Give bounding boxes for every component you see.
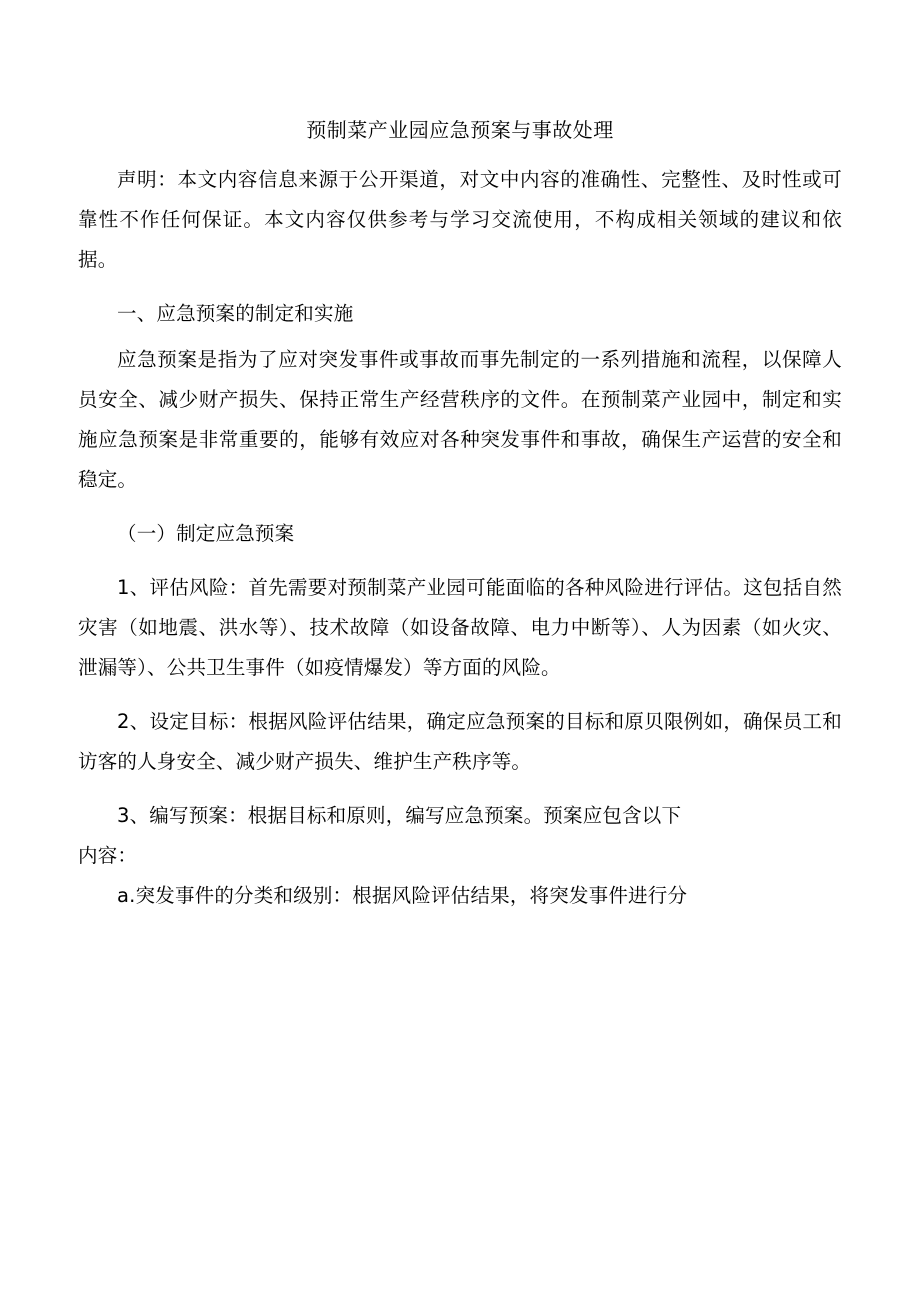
paragraph-item-1: 1、评估风险：首先需要对预制菜产业园可能面临的各种风险进行评估。这包括自然灾害（如地震、洪水等）、技术故障（如设备故障、电力中断等）、人为因素（如火灾、泄漏等）、公共卫生事件（如疫情爆发）等方面的风险。	[78, 575, 842, 679]
paragraph-item-2: 2、设定目标：根据风险评估结果，确定应急预案的目标和原贝限例如，确保员工和访客的人身安全、减少财产损失、维护生产秩序等。	[78, 709, 842, 773]
paragraph-statement: 声明：本文内容信息来源于公开渠道，对文中内容的准确性、完整性、及时性或可靠性不作任何保证。本文内容仅供参考与学习交流使用，不构成相关领域的建议和依据。	[78, 168, 842, 271]
page-title: 预制菜产业园应急预案与事故处理	[306, 118, 614, 142]
paragraph-section-1-body: 应急预案是指为了应对突发事件或事故而事先制定的一系列措施和流程，以保障人员安全、减少财产损失、保持正常生产经营秩序的文件。在预制菜产业园中，制定和实施应急预案是非常重要的，能够有效应对各种突发事件和事故，确保生产运营的安全和稳定。	[78, 347, 842, 491]
paragraph-item-3-a: a.突发事件的分类和级别：根据风险评估结果，将突发事件进行分	[117, 883, 688, 907]
paragraph-item-3: 3、编写预案：根据目标和原则，编写应急预案。预案应包含以下	[117, 803, 682, 827]
section-heading-1: 一、应急预案的制定和实施	[117, 301, 354, 325]
paragraph-item-3-continued: 内容：	[78, 843, 138, 867]
subsection-heading-1-1: （一）制定应急预案	[117, 521, 295, 545]
